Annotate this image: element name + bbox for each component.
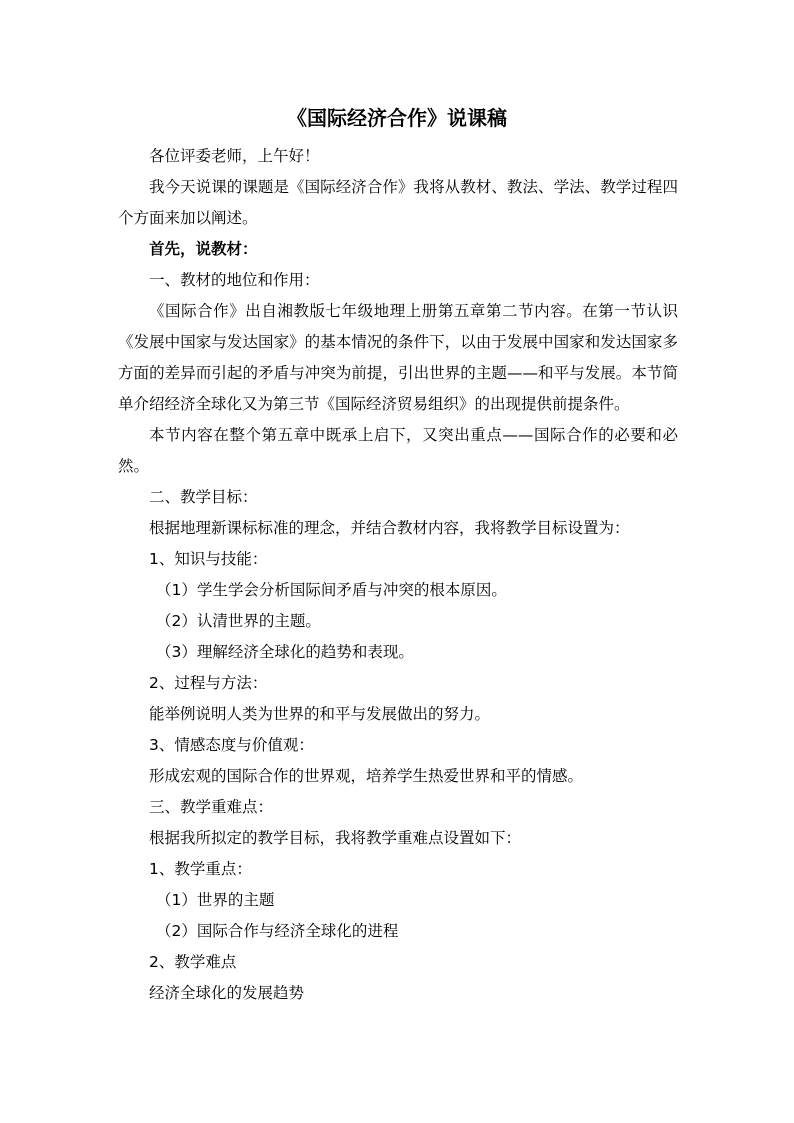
paragraph-material-2: 本节内容在整个第五章中既承上启下，又突出重点——国际合作的必要和必然。 xyxy=(118,426,678,475)
goal-emotion-text: 形成宏观的国际合作的世界观，培养学生热爱世界和平的情感。 xyxy=(149,767,584,785)
goal-item-3: （3）理解经济全球化的趋势和表现。 xyxy=(156,643,414,661)
goal-emotion-values: 3、情感态度与价值观： xyxy=(149,736,314,754)
document-title: 《国际经济合作》说课稿 xyxy=(287,106,507,130)
key-point-2: （2）国际合作与经济全球化的进程 xyxy=(156,922,399,940)
goal-process-text: 能举例说明人类为世界的和平与发展做出的努力。 xyxy=(149,705,491,723)
paragraph-greeting: 各位评委老师，上午好！ xyxy=(149,147,320,165)
key-points-heading: 1、教学重点： xyxy=(149,860,252,878)
paragraph-material-1: 《国际合作》出自湘教版七年级地理上册第五章第二节内容。在第一节认识《发展中国家与发达国家》的基本情况的条件下，以由于发展中国家和发达国家多方面的差异而引起的矛盾与冲突为前提，引出世界的主题——和平与发展。本节简单介绍经济全球化又为第三节《国际经济贸易组织》的出现提供前提条件。 xyxy=(118,302,678,413)
section-heading-first: 首先，说教材： xyxy=(149,240,258,258)
document-body xyxy=(118,141,678,1009)
key-point-1: （1）世界的主题 xyxy=(156,891,275,909)
paragraph-goal-intro: 根据地理新课标标准的理念，并结合教材内容，我将教学目标设置为： xyxy=(149,519,630,537)
heading-material-role: 一、教材的地位和作用： xyxy=(149,271,320,289)
difficult-points-heading: 2、教学难点 xyxy=(149,953,237,971)
heading-key-difficult: 三、教学重难点： xyxy=(149,798,274,816)
goal-item-1: （1）学生学会分析国际间矛盾与冲突的根本原因。 xyxy=(156,581,507,599)
paragraph-key-intro: 根据我所拟定的教学目标，我将教学重难点设置如下： xyxy=(149,829,522,847)
difficult-point-1: 经济全球化的发展趋势 xyxy=(149,984,305,1002)
goal-item-2: （2）认清世界的主题。 xyxy=(156,612,321,630)
paragraph-intro: 我今天说课的课题是《国际经济合作》我将从教材、教法、学法、教学过程四个方面来加以阐述。 xyxy=(118,178,678,227)
goal-knowledge-skills: 1、知识与技能： xyxy=(149,550,268,568)
heading-teaching-goals: 二、教学目标： xyxy=(149,488,258,506)
goal-process-method: 2、过程与方法： xyxy=(149,674,268,692)
